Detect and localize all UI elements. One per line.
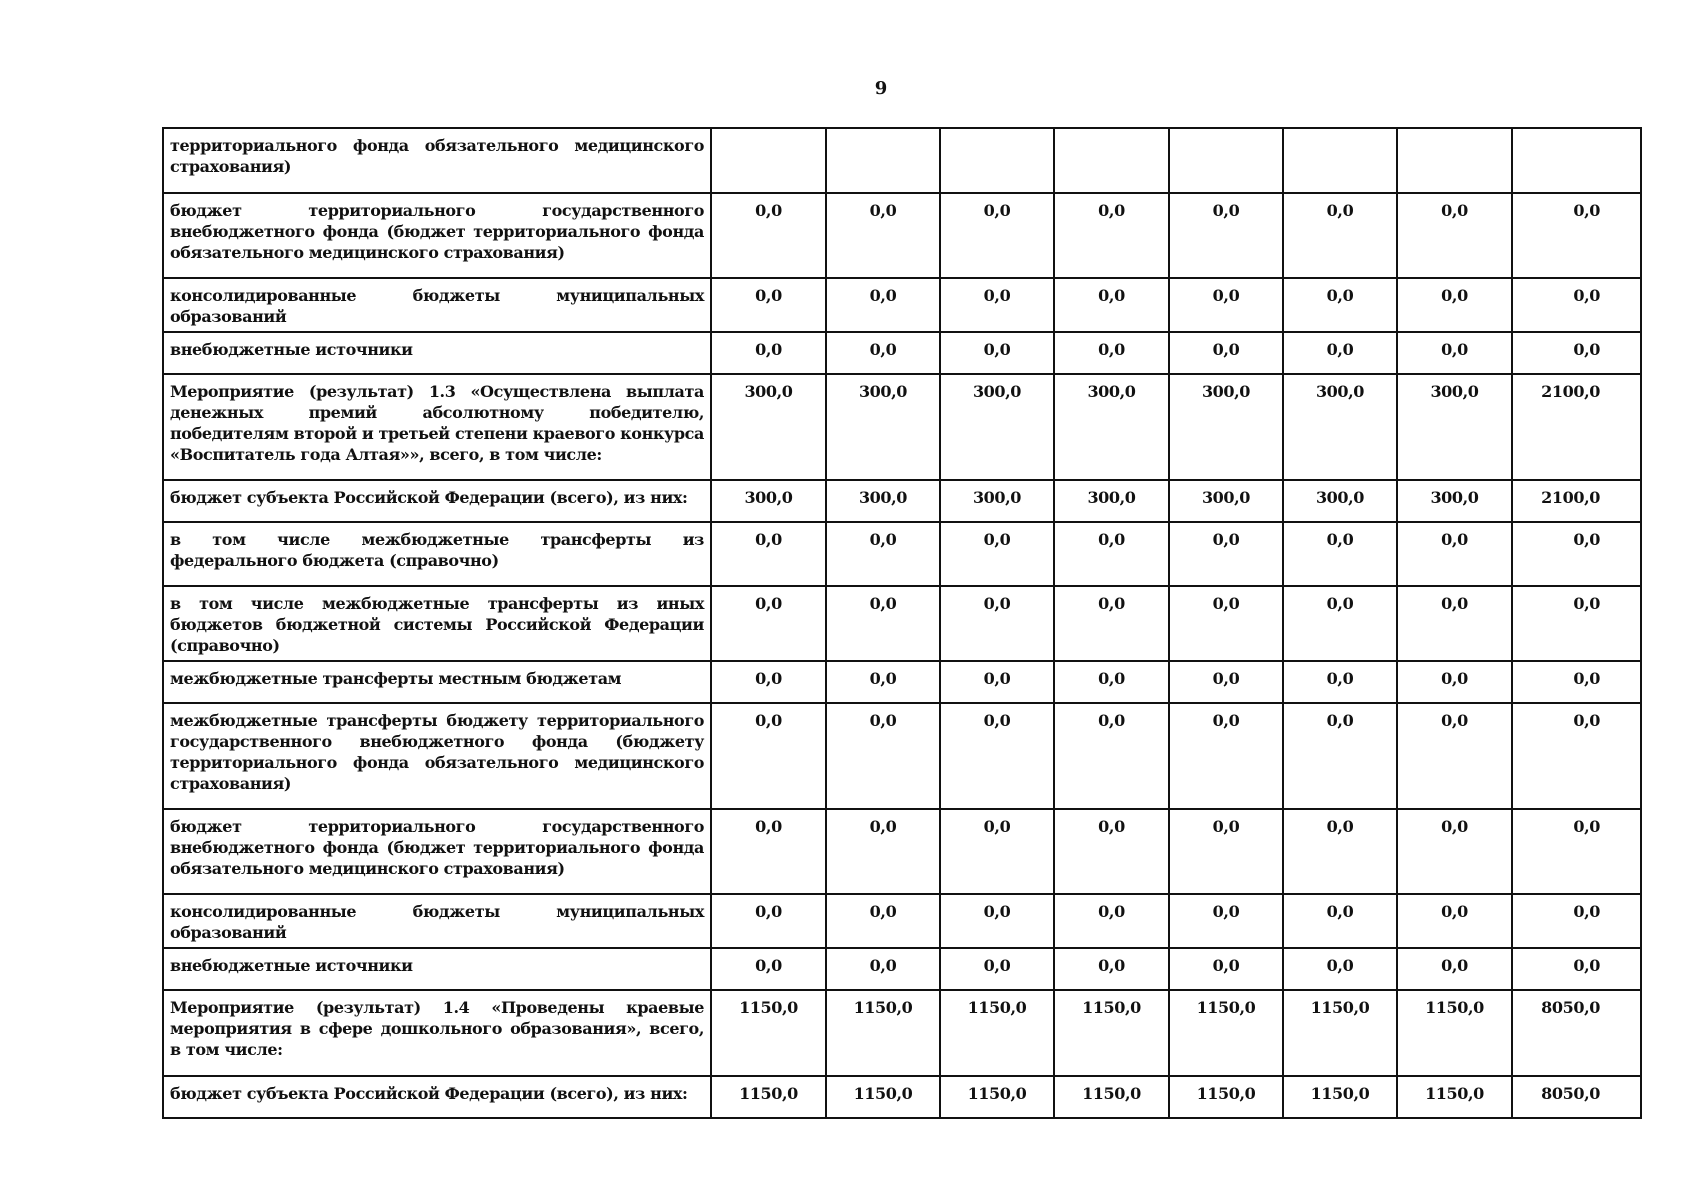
value-cell: [826, 128, 940, 193]
value-cell: 0,0: [940, 278, 1054, 332]
value-cell: 0,0: [1397, 522, 1512, 586]
value-cell: 0,0: [1397, 193, 1512, 278]
value-cell: 0,0: [1169, 948, 1283, 990]
value-cell: 0,0: [826, 278, 940, 332]
value-cell: 1150,0: [1169, 1076, 1283, 1118]
value-cell: 0,0: [940, 522, 1054, 586]
total-cell: [1512, 128, 1641, 193]
value-cell: [1054, 128, 1169, 193]
value-cell: 1150,0: [1054, 1076, 1169, 1118]
value-cell: 0,0: [1054, 894, 1169, 948]
total-cell: 0,0: [1512, 332, 1641, 374]
value-cell: 1150,0: [1397, 1076, 1512, 1118]
table-row: [163, 193, 1641, 278]
value-cell: 0,0: [826, 332, 940, 374]
value-cell: 0,0: [1169, 894, 1283, 948]
row-label: бюджет субъекта Российской Федерации (всего), из них:: [163, 1076, 711, 1118]
value-cell: 0,0: [711, 894, 826, 948]
value-cell: 300,0: [1169, 480, 1283, 522]
value-cell: 0,0: [1283, 522, 1397, 586]
value-cell: 0,0: [1054, 278, 1169, 332]
value-cell: [1397, 128, 1512, 193]
row-label: Мероприятие (результат) 1.3 «Осуществлена выплата денежных премий абсолютному победителю, победителям второй и третьей степени краевого конкурса «Воспитатель года Алтая»», всего, в том числе:: [163, 374, 711, 480]
value-cell: 0,0: [1283, 193, 1397, 278]
total-cell: 8050,0: [1512, 1076, 1641, 1118]
table-row: [163, 480, 1641, 522]
value-cell: 0,0: [711, 661, 826, 703]
value-cell: 0,0: [711, 278, 826, 332]
value-cell: 0,0: [711, 948, 826, 990]
value-cell: 0,0: [1397, 894, 1512, 948]
value-cell: 0,0: [1169, 809, 1283, 894]
value-cell: 0,0: [1169, 193, 1283, 278]
value-cell: 0,0: [1397, 661, 1512, 703]
value-cell: 300,0: [1397, 480, 1512, 522]
row-label: в том числе межбюджетные трансферты из иных бюджетов бюджетной системы Российской Федерации (справочно): [163, 586, 711, 661]
value-cell: 0,0: [1054, 661, 1169, 703]
value-cell: 300,0: [1283, 374, 1397, 480]
page-number: 9: [874, 78, 888, 99]
value-cell: 300,0: [1169, 374, 1283, 480]
table-row: [163, 128, 1641, 193]
value-cell: 300,0: [1283, 480, 1397, 522]
row-label: в том числе межбюджетные трансферты из федерального бюджета (справочно): [163, 522, 711, 586]
value-cell: 1150,0: [711, 1076, 826, 1118]
row-label: бюджет субъекта Российской Федерации (всего), из них:: [163, 480, 711, 522]
value-cell: 1150,0: [826, 1076, 940, 1118]
table-row: [163, 948, 1641, 990]
value-cell: 1150,0: [826, 990, 940, 1076]
value-cell: 0,0: [940, 332, 1054, 374]
value-cell: 0,0: [1054, 332, 1169, 374]
value-cell: 0,0: [1283, 332, 1397, 374]
value-cell: 0,0: [711, 703, 826, 809]
row-label: консолидированные бюджеты муниципальных образований: [163, 278, 711, 332]
value-cell: 0,0: [940, 193, 1054, 278]
value-cell: 300,0: [1054, 480, 1169, 522]
value-cell: 1150,0: [940, 1076, 1054, 1118]
total-cell: 2100,0: [1512, 480, 1641, 522]
value-cell: 0,0: [1169, 278, 1283, 332]
value-cell: 0,0: [1397, 703, 1512, 809]
total-cell: 0,0: [1512, 522, 1641, 586]
value-cell: 300,0: [1397, 374, 1512, 480]
total-cell: 0,0: [1512, 894, 1641, 948]
total-cell: 2100,0: [1512, 374, 1641, 480]
value-cell: 0,0: [826, 948, 940, 990]
value-cell: 1150,0: [711, 990, 826, 1076]
value-cell: 0,0: [1169, 661, 1283, 703]
value-cell: 0,0: [1283, 894, 1397, 948]
value-cell: 300,0: [826, 374, 940, 480]
value-cell: 0,0: [1397, 586, 1512, 661]
value-cell: 300,0: [1054, 374, 1169, 480]
row-label: Мероприятие (результат) 1.4 «Проведены краевые мероприятия в сфере дошкольного образования», всего, в том числе:: [163, 990, 711, 1076]
value-cell: 0,0: [1397, 948, 1512, 990]
value-cell: 0,0: [826, 809, 940, 894]
budget-table: [162, 127, 1642, 1119]
value-cell: 1150,0: [1283, 1076, 1397, 1118]
value-cell: 0,0: [1169, 703, 1283, 809]
value-cell: 0,0: [826, 703, 940, 809]
value-cell: 0,0: [1054, 948, 1169, 990]
value-cell: 0,0: [1054, 703, 1169, 809]
value-cell: 0,0: [1283, 948, 1397, 990]
table-row: [163, 894, 1641, 948]
value-cell: 0,0: [1054, 522, 1169, 586]
row-label: внебюджетные источники: [163, 948, 711, 990]
table-row: [163, 332, 1641, 374]
value-cell: 0,0: [826, 894, 940, 948]
row-label: бюджет территориального государственного внебюджетного фонда (бюджет территориального фонда обязательного медицинского страхования): [163, 809, 711, 894]
value-cell: 0,0: [940, 894, 1054, 948]
total-cell: 8050,0: [1512, 990, 1641, 1076]
value-cell: 1150,0: [1169, 990, 1283, 1076]
value-cell: 0,0: [711, 809, 826, 894]
value-cell: 0,0: [826, 522, 940, 586]
value-cell: 0,0: [940, 809, 1054, 894]
value-cell: [1283, 128, 1397, 193]
value-cell: [1169, 128, 1283, 193]
total-cell: 0,0: [1512, 948, 1641, 990]
row-label: консолидированные бюджеты муниципальных образований: [163, 894, 711, 948]
value-cell: 300,0: [940, 374, 1054, 480]
total-cell: 0,0: [1512, 586, 1641, 661]
value-cell: 0,0: [940, 948, 1054, 990]
table-row: [163, 809, 1641, 894]
table-row: [163, 522, 1641, 586]
value-cell: 0,0: [1283, 809, 1397, 894]
value-cell: 0,0: [1054, 193, 1169, 278]
value-cell: 0,0: [826, 193, 940, 278]
value-cell: 0,0: [940, 661, 1054, 703]
total-cell: 0,0: [1512, 661, 1641, 703]
table-row: [163, 374, 1641, 480]
value-cell: 0,0: [1397, 278, 1512, 332]
value-cell: 0,0: [826, 661, 940, 703]
total-cell: 0,0: [1512, 193, 1641, 278]
total-cell: 0,0: [1512, 278, 1641, 332]
value-cell: 1150,0: [1054, 990, 1169, 1076]
value-cell: [711, 128, 826, 193]
value-cell: [940, 128, 1054, 193]
row-label: бюджет территориального государственного внебюджетного фонда (бюджет территориального фонда обязательного медицинского страхования): [163, 193, 711, 278]
value-cell: 0,0: [1169, 522, 1283, 586]
table-row: [163, 278, 1641, 332]
value-cell: 1150,0: [1397, 990, 1512, 1076]
value-cell: 0,0: [1054, 809, 1169, 894]
value-cell: 0,0: [1169, 332, 1283, 374]
value-cell: 300,0: [711, 480, 826, 522]
value-cell: 0,0: [1283, 703, 1397, 809]
table-row: [163, 1076, 1641, 1118]
total-cell: 0,0: [1512, 703, 1641, 809]
value-cell: 300,0: [711, 374, 826, 480]
table-row: [163, 990, 1641, 1076]
value-cell: 0,0: [826, 586, 940, 661]
value-cell: 300,0: [940, 480, 1054, 522]
value-cell: 0,0: [711, 522, 826, 586]
value-cell: 1150,0: [1283, 990, 1397, 1076]
value-cell: 0,0: [711, 332, 826, 374]
value-cell: 0,0: [711, 193, 826, 278]
table-row: [163, 703, 1641, 809]
row-label: внебюджетные источники: [163, 332, 711, 374]
value-cell: 0,0: [1054, 586, 1169, 661]
value-cell: 0,0: [940, 703, 1054, 809]
value-cell: 0,0: [711, 586, 826, 661]
value-cell: 300,0: [826, 480, 940, 522]
table-row: [163, 586, 1641, 661]
total-cell: 0,0: [1512, 809, 1641, 894]
row-label: территориального фонда обязательного медицинского страхования): [163, 128, 711, 193]
row-label: межбюджетные трансферты бюджету территориального государственного внебюджетного фонда (бюджету территориального фонда обязательного медицинского страхования): [163, 703, 711, 809]
value-cell: 0,0: [1397, 809, 1512, 894]
value-cell: 0,0: [1397, 332, 1512, 374]
value-cell: 0,0: [940, 586, 1054, 661]
value-cell: 0,0: [1169, 586, 1283, 661]
value-cell: 0,0: [1283, 661, 1397, 703]
value-cell: 1150,0: [940, 990, 1054, 1076]
table-row: [163, 661, 1641, 703]
value-cell: 0,0: [1283, 278, 1397, 332]
row-label: межбюджетные трансферты местным бюджетам: [163, 661, 711, 703]
value-cell: 0,0: [1283, 586, 1397, 661]
